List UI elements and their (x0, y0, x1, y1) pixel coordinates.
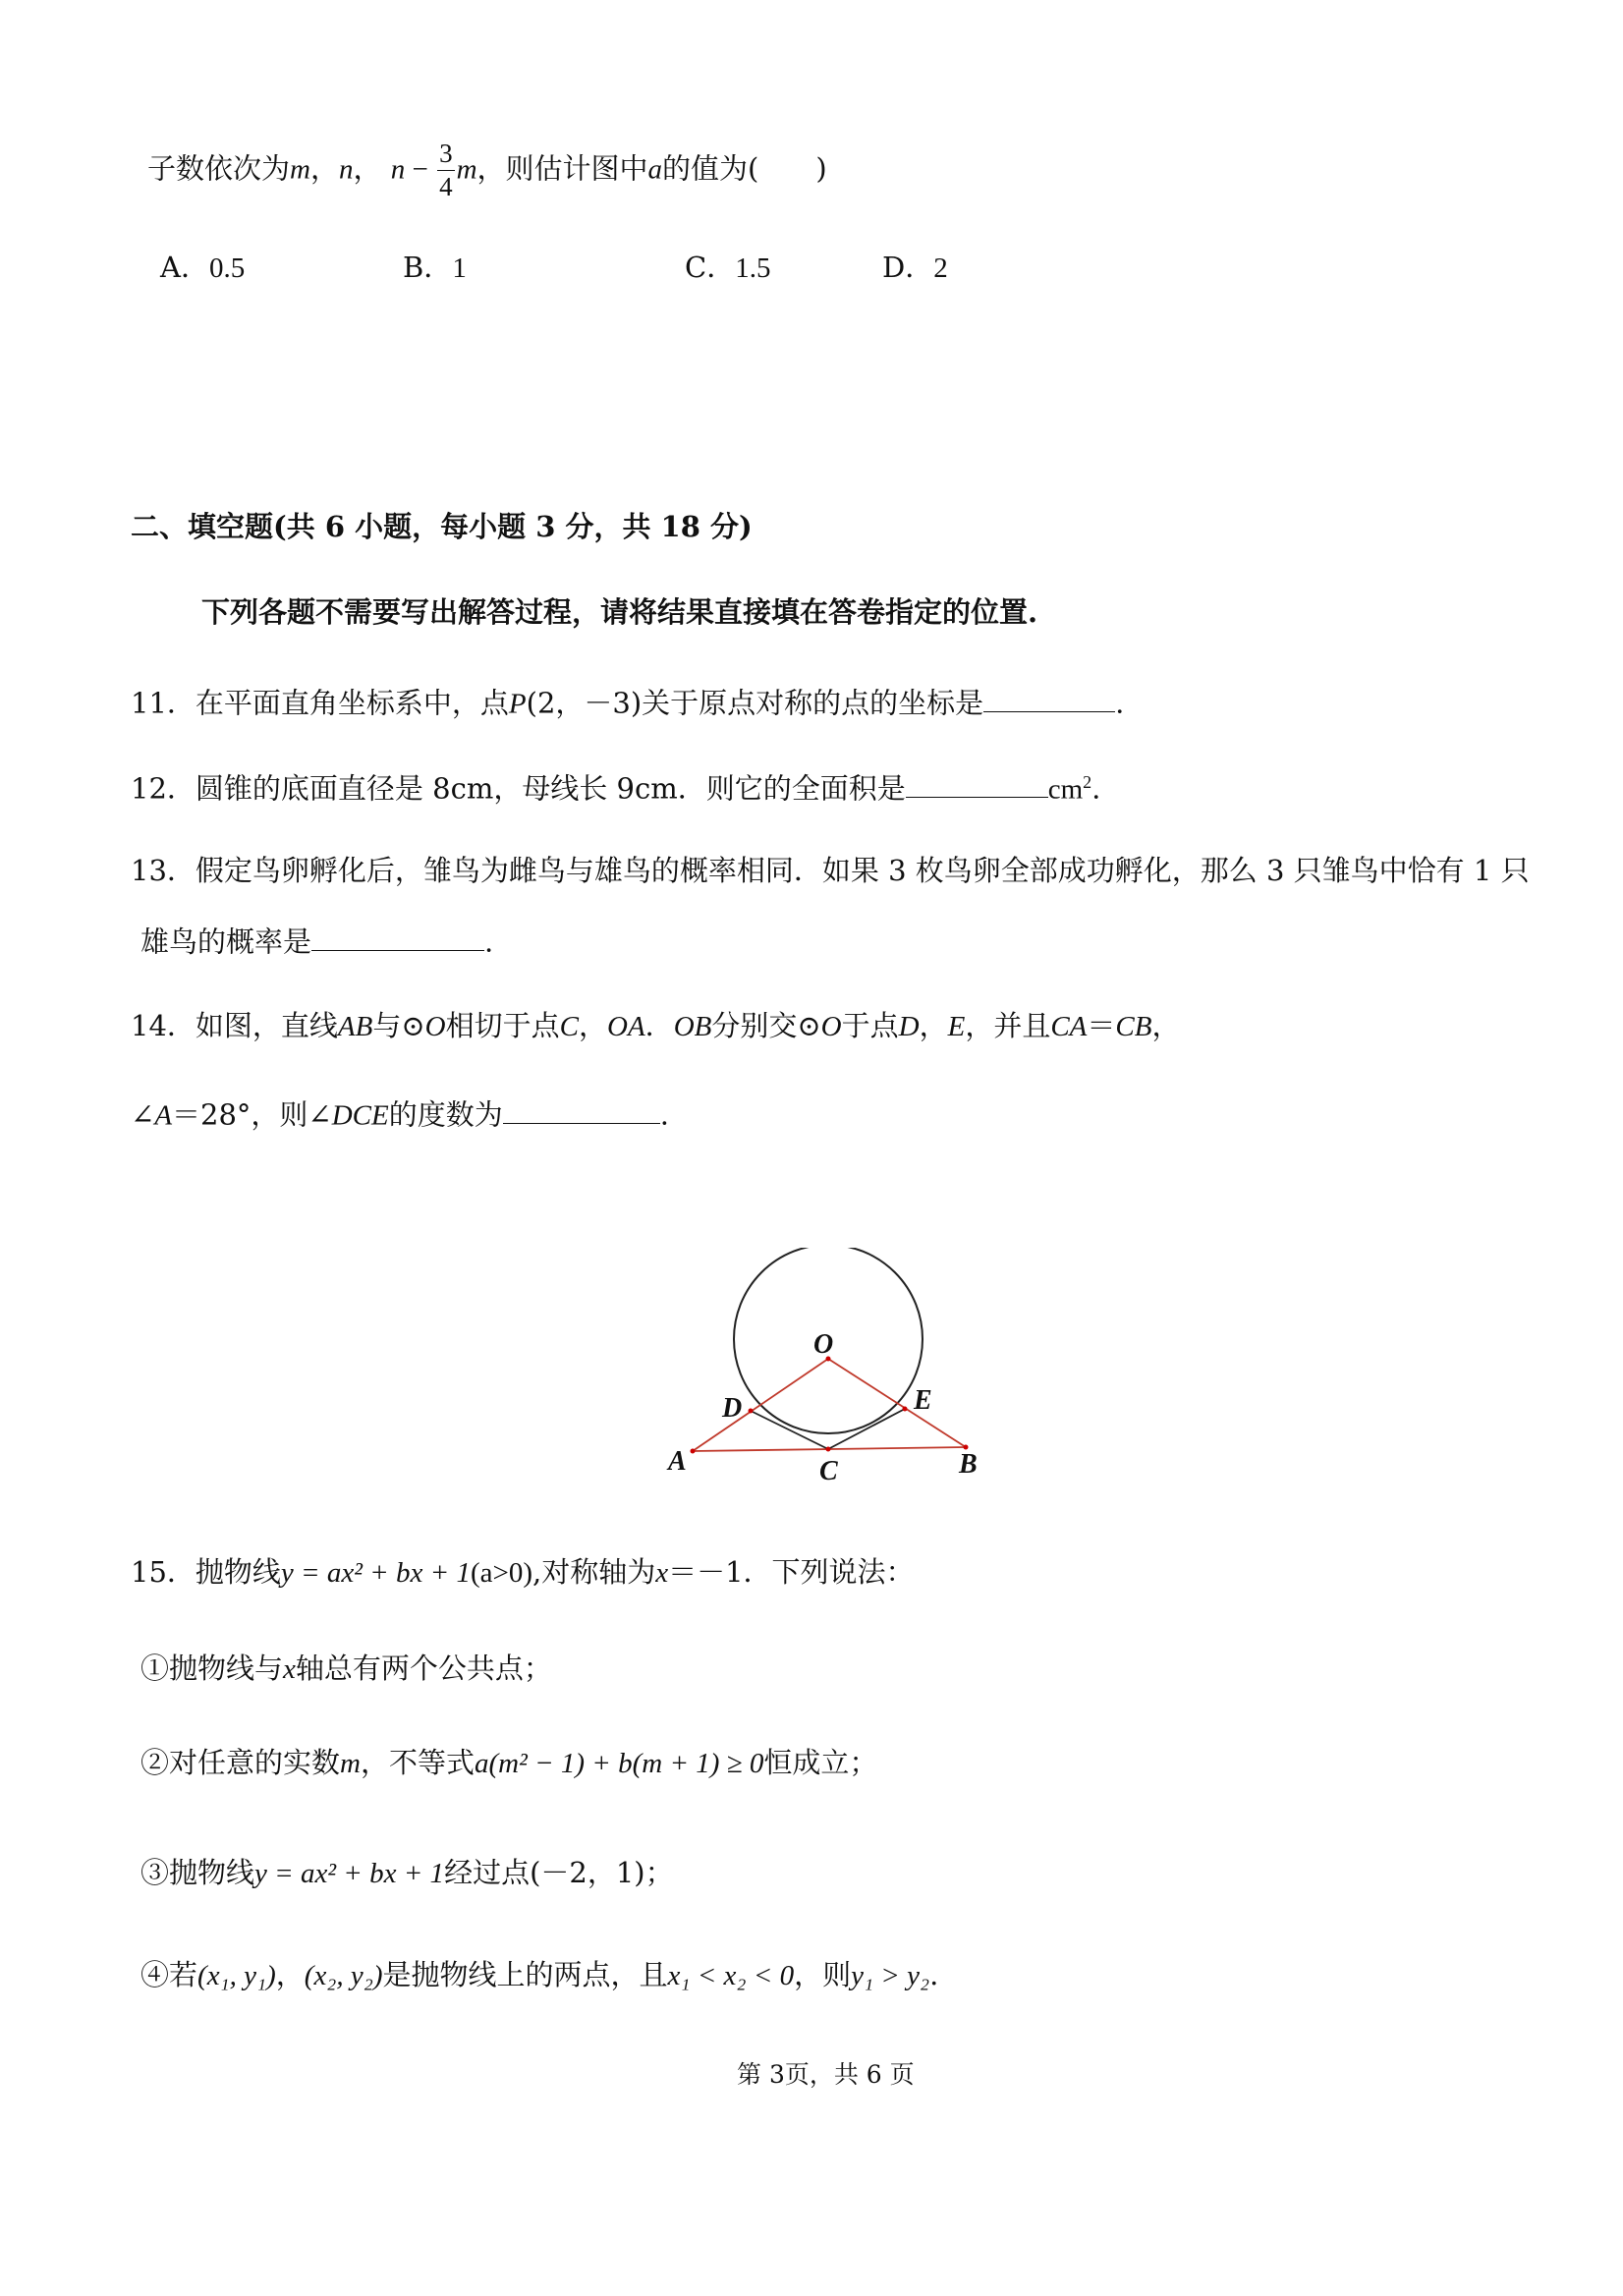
var-ca: CA (1050, 1011, 1088, 1042)
option-value: 1.5 (735, 252, 771, 284)
statement-text: ， (275, 1958, 305, 1991)
q14-text: ． (644, 1009, 674, 1042)
statement-text: 经过点(－2，1)； (444, 1856, 674, 1889)
q10-option-a (160, 251, 245, 286)
var-e: E (947, 1011, 966, 1042)
comma: ， (353, 151, 382, 186)
label-e: E (914, 1385, 932, 1416)
fraction-three-quarters (437, 140, 455, 200)
statement-marker: ② (140, 1746, 170, 1779)
statement-text: 对任意的实数 (169, 1746, 341, 1779)
period: . (1091, 771, 1101, 806)
point-e (903, 1407, 908, 1412)
option-value: 2 (933, 252, 948, 284)
statement-1 (140, 1652, 552, 1687)
option-label: D． (882, 251, 934, 284)
circle-tangent-diagram (648, 1248, 1002, 1493)
unit-superscript: 2 (1083, 771, 1092, 792)
question-12 (131, 767, 1100, 807)
question-number: 12． (131, 771, 196, 806)
statement-text: 若 (169, 1958, 198, 1991)
q14-text: ， (578, 1009, 607, 1042)
line-ce (828, 1409, 905, 1449)
label-a: A (668, 1446, 687, 1477)
parabola-equation: y = ax² + bx + 1 (280, 1557, 471, 1589)
question-14-line-1 (131, 1009, 1181, 1044)
option-label: A． (160, 251, 209, 284)
angle-symbol: ∠ (131, 1097, 155, 1132)
var-a: A (154, 1099, 173, 1132)
q14-text: 与⊙ (372, 1009, 425, 1042)
comma: ， (309, 151, 339, 186)
period: . (659, 1097, 669, 1132)
var-m: m (456, 153, 477, 186)
fraction-denominator: 4 (439, 172, 453, 201)
statement-text: 恒成立； (763, 1746, 878, 1779)
var-p: P (508, 688, 527, 720)
question-13-line-2 (140, 921, 493, 959)
statement-text: 轴总有两个公共点； (295, 1652, 552, 1685)
var-m: m (290, 153, 310, 186)
line-ob (828, 1359, 966, 1447)
q14-text: ＝28°，则∠ (172, 1097, 332, 1132)
section-instruction: 下列各题不需要写出解答过程，请将结果直接填在答卷指定的位置. (201, 595, 1038, 629)
q10-continuation-line (147, 140, 827, 200)
q14-text: 于点 (841, 1009, 899, 1042)
statement-2 (140, 1746, 877, 1781)
q14-text: 分别交⊙ (711, 1009, 821, 1042)
option-value: 0.5 (208, 252, 246, 284)
var-d: D (898, 1011, 920, 1042)
parabola-equation: y = ax² + bx + 1 (254, 1858, 445, 1889)
var-ab: AB (337, 1011, 373, 1042)
q15-text: ,对称轴为 (532, 1555, 656, 1589)
q10-option-b (403, 251, 467, 286)
statement-text: 是抛物线上的两点，且 (382, 1958, 668, 1991)
point-a (691, 1449, 696, 1454)
line-oa (693, 1359, 828, 1451)
q14-text: ， (1151, 1009, 1181, 1042)
var-m: m (340, 1748, 361, 1779)
statement-3 (140, 1856, 674, 1891)
var-x: x (283, 1653, 296, 1685)
q12-text-a: 圆锥的底面直径是 8cm，母线长 9cm．则它的全面积是 (195, 771, 906, 806)
q14-text: ，并且 (965, 1009, 1051, 1042)
question-14-line-2 (131, 1093, 669, 1133)
q15-text: 抛物线 (195, 1555, 281, 1589)
statement-4 (140, 1958, 938, 1993)
answer-blank (906, 767, 1048, 798)
question-11 (131, 682, 1124, 721)
var-x: x (655, 1557, 669, 1589)
fraction-numerator: 3 (437, 140, 455, 171)
q14-text: 如图，直线 (195, 1009, 338, 1042)
label-o: O (813, 1329, 834, 1360)
question-15 (131, 1555, 915, 1591)
section-heading: 二、填空题(共 6 小题，每小题 3 分，共 18 分) (131, 510, 753, 543)
q10-text-c: 的值为( ) (662, 151, 827, 186)
unit-cm: cm (1047, 773, 1084, 806)
statement-text: ，不等式 (360, 1746, 475, 1779)
q11-text-b: (2，－3)关于原点对称的点的坐标是 (526, 686, 984, 720)
q10-text-b: ，则估计图中 (476, 151, 648, 186)
statement-marker: ④ (140, 1958, 170, 1991)
var-o: O (424, 1011, 446, 1042)
q13-text-2: 雄鸟的概率是 (140, 924, 312, 959)
q13-text: 假定鸟卵孵化后，雏鸟为雌鸟与雄鸟的概率相同．如果 3 枚鸟卵全部成功孵化，那么 3 只雏鸟中恰有 1 只 (195, 854, 1530, 887)
var-ob: OB (673, 1011, 712, 1042)
q11-text-a: 在平面直角坐标系中，点 (195, 686, 509, 720)
option-value: 1 (452, 252, 467, 284)
statement-text: 抛物线 (169, 1856, 255, 1889)
q14-text: 的度数为 (388, 1097, 503, 1132)
geometry-figure (648, 1248, 1002, 1493)
point-2: (x₂, y₂) (304, 1960, 383, 1991)
condition-a-positive: (a>0) (470, 1557, 532, 1589)
question-number: 13． (131, 854, 196, 887)
var-n: n (338, 153, 354, 186)
page-footer: 第 3页，共 6 页 (737, 2060, 915, 2089)
q10-option-c (685, 251, 770, 286)
period: . (484, 924, 494, 959)
minus-sign: − (405, 153, 436, 186)
var-c: C (559, 1011, 579, 1042)
inequality: x₁ < x₂ < 0 (667, 1960, 795, 1991)
question-13-line-1 (131, 854, 1530, 888)
option-label: C． (685, 251, 736, 284)
var-dce: DCE (331, 1099, 389, 1132)
statement-text: ，则 (794, 1958, 852, 1991)
question-number: 15． (131, 1555, 196, 1589)
var-a: a (647, 153, 663, 186)
label-c: C (819, 1456, 838, 1486)
q15-text: ＝－1．下列说法： (668, 1555, 915, 1589)
var-cb: CB (1115, 1011, 1152, 1042)
point-c (826, 1447, 831, 1452)
result-inequality: y₁ > y₂ (851, 1960, 930, 1991)
inequality: a(m² − 1) + b(m + 1) ≥ 0 (475, 1748, 764, 1779)
question-number: 14． (131, 1009, 196, 1042)
answer-blank (503, 1093, 660, 1124)
q14-text: ＝ (1087, 1009, 1116, 1042)
var-o: O (820, 1011, 842, 1042)
var-oa: OA (607, 1011, 645, 1042)
var-n: n (390, 153, 406, 186)
statement-marker: ① (140, 1652, 170, 1685)
point-1: (x₁, y₁) (197, 1960, 276, 1991)
answer-blank (311, 921, 484, 951)
point-d (749, 1409, 754, 1414)
statement-marker: ③ (140, 1856, 170, 1889)
question-number: 11． (131, 686, 196, 720)
q14-text: 相切于点 (445, 1009, 560, 1042)
q10-option-d (882, 251, 948, 286)
q14-text: ， (919, 1009, 948, 1042)
option-label: B． (403, 251, 453, 284)
q10-text-a: 子数依次为 (147, 151, 291, 186)
label-d: D (722, 1393, 743, 1424)
label-b: B (959, 1449, 978, 1480)
line-dc (751, 1411, 828, 1449)
answer-blank (983, 682, 1115, 712)
period: . (929, 1958, 939, 1991)
period: . (1115, 686, 1125, 720)
statement-text: 抛物线与 (169, 1652, 284, 1685)
